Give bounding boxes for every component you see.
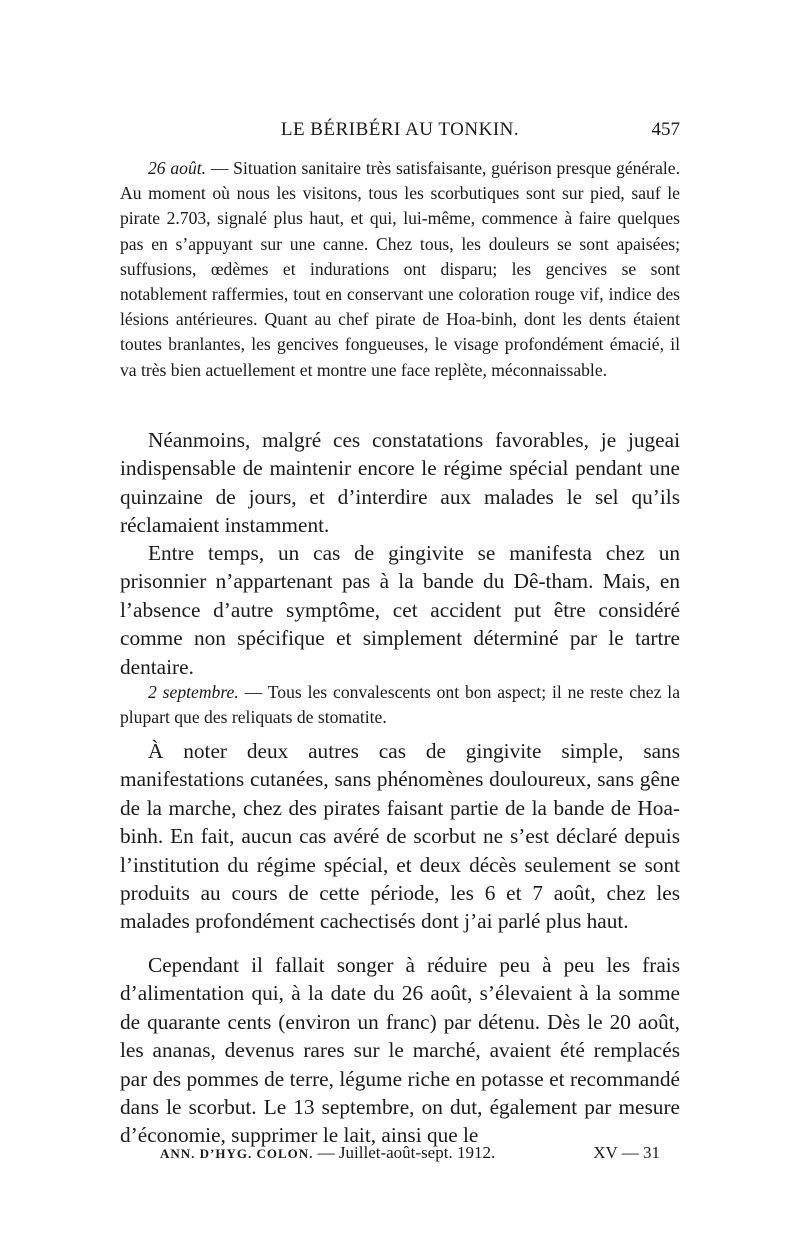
- entry-date: 26 août.: [148, 158, 207, 178]
- footer-citation: [160, 1143, 495, 1163]
- journal-abbreviation: ANN. D’HYG. COLON.: [160, 1146, 314, 1161]
- page-number: 457: [651, 119, 680, 140]
- running-header: [120, 119, 680, 149]
- entry-text: — Tous les convalescents ont bon aspect; il ne reste chez la plupart que des reliquats de stomatite.: [120, 682, 680, 728]
- paragraph-entre-temps: Entre temps, un cas de gingivite se manifesta chez un prisonnier n’appartenant pas à la bande du Dê-tham. Mais, en l’absence d’autre symptôme, cet accident put être considéré comme non spécifique et simplement déterminé par le tartre dentaire.: [120, 541, 680, 679]
- paragraph-2-septembre: [120, 680, 680, 730]
- entry-text: — Situation sanitaire très satisfaisante, guérison presque générale. Au moment où nous les visitons, tous les scorbutiques sont sur pied, sauf le pirate 2.703, signalé plus haut, et qui, lui-même, commence à faire quelques pas en s’appuyant sur une canne. Chez tous, les douleurs se sont apaisées; suffusions, œdèmes et indurations ont disparu; les gencives se sont notablement raffermies, tout en conservant une coloration rouge vif, indice des lésions antérieures. Quant au chef pirate de Hoa-binh, dont les dents étaient toutes branlantes, les gencives fongueuses, le visage profondément émacié, il va très bien actuellement et montre une face replète, méconnaissable.: [120, 158, 680, 380]
- paragraph-neanmoins: Néanmoins, malgré ces constatations favorables, je jugeai indispensable de maintenir encore le régime spécial pendant une quinzaine de jours, et d’interdire aux malades le sel qu’ils réclamaient instamment.: [120, 428, 680, 538]
- issue-date: — Juillet-août-sept. 1912.: [313, 1143, 496, 1162]
- entry-date: 2 septembre.: [148, 682, 239, 702]
- paragraph-a-noter: À noter deux autres cas de gingivite simple, sans manifestations cutanées, sans phénomènes douloureux, sans gêne de la marche, chez des pirates faisant partie de la bande de Hoa-binh. En fait, aucun cas avéré de scorbut ne s’est déclaré depuis l’institution du régime spécial, et deux décès seulement se sont produits au cours de cette période, les 6 et 7 août, chez les malades profondément cachectisés dont j’ai parlé plus haut.: [120, 739, 680, 934]
- page-footer: [160, 1143, 660, 1167]
- signature-mark: XV — 31: [593, 1143, 660, 1162]
- running-title: LE BÉRIBÉRI AU TONKIN.: [280, 119, 520, 140]
- paragraph-cependant: Cependant il fallait songer à réduire peu à peu les frais d’alimentation qui, à la date du 26 août, s’élevaient à la somme de quarante cents (environ un franc) par détenu. Dès le 20 août, les ananas, devenus rares sur le marché, avaient été remplacés par des pommes de terre, légume riche en potasse et recommandé dans le scorbut. Le 13 septembre, on dut, également par mesure d’économie, supprimer le lait, ainsi que le: [120, 953, 680, 1148]
- paragraph-26-aout: [120, 156, 680, 383]
